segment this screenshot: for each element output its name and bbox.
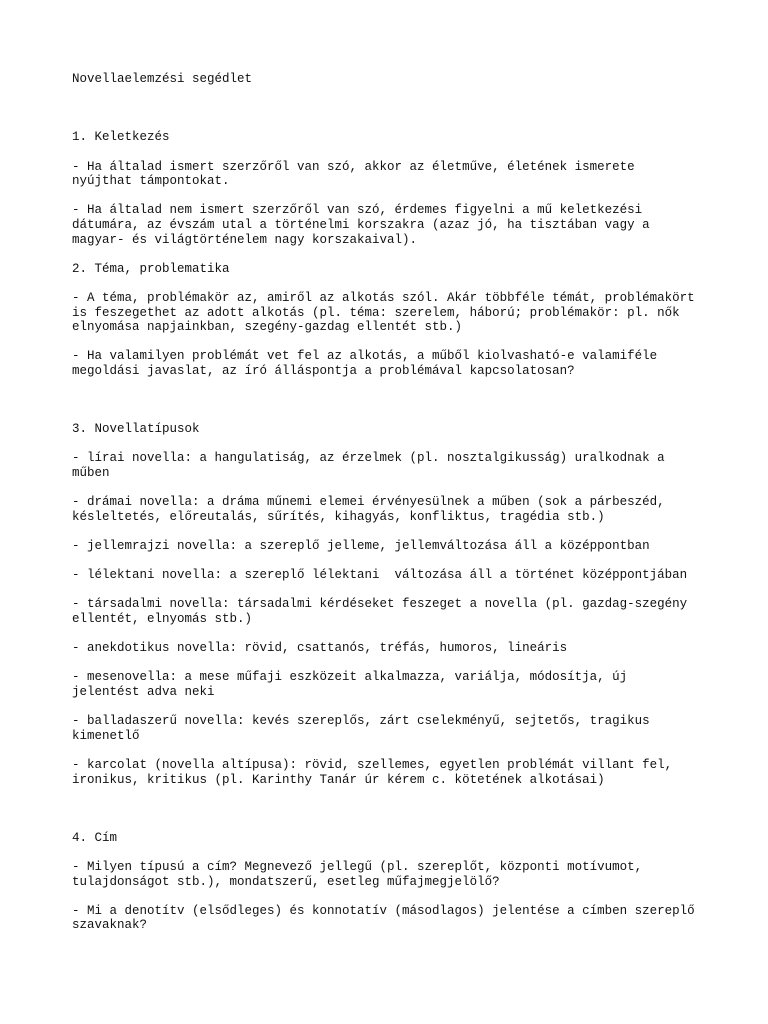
spacer: [72, 87, 704, 131]
list-item: - lírai novella: a hangulatiság, az érzelmek (pl. nosztalgikusság) uralkodnak a műben: [72, 451, 665, 481]
section-heading-cim: 4. Cím: [72, 830, 118, 845]
paragraph: - Mi a denotítv (elsődleges) és konnotatív (másodlagos) jelentése a címben szereplő szavaknak?: [72, 903, 695, 933]
list-item: - anekdotikus novella: rövid, csattanós, tréfás, humoros, lineáris: [72, 641, 568, 656]
paragraph: - Ha általad nem ismert szerzőről van szó, érdemes figyelni a mű keletkezési dátumára, az évszám utal a történelmi korszakra (azaz jó, ha tisztában vagy a magyar- és világtörténelem nagy korszakaival).: [72, 203, 650, 247]
section-heading-tema: 2. Téma, problematika: [72, 261, 230, 276]
list-item: - karcolat (novella altípusa): rövid, szellemes, egyetlen problémát villant fel, ironikus, kritikus (pl. Karinthy Tanár úr kérem c. kötetének alkotásai): [72, 757, 673, 787]
paragraph: - Ha általad ismert szerzőről van szó, akkor az életműve, életének ismerete nyújthat támpontokat.: [72, 159, 635, 189]
section-heading-keletkezes: 1. Keletkezés: [72, 130, 170, 145]
list-item: - drámai novella: a dráma műnemi elemei érvényesülnek a műben (sok a párbeszéd, késleltetés, előreutalás, sűrítés, kihagyás, konfliktus, tragédia stb.): [72, 495, 665, 524]
list-item: - társadalmi novella: társadalmi kérdéseket feszeget a novella (pl. gazdag-szegény ellentét, elnyomás stb.): [72, 597, 688, 626]
document-page: [72, 72, 704, 933]
section-heading-novellatipusok: 3. Novellatípusok: [72, 422, 200, 437]
document-title: Novellaelemzési segédlet: [72, 72, 253, 86]
paragraph: - A téma, problémakör az, amiről az alkotás szól. Akár többféle témát, problémakört is feszegethet az adott alkotás (pl. téma: szerelem, háború; problémakör: pl. nők elnyomása napjainkban, szegény-gazdag ellentét stb.): [72, 290, 695, 335]
paragraph: - Milyen típusú a cím? Megnevező jellegű (pl. szereplőt, központi motívumot, tulajdonságot stb.), mondatszerű, esetleg műfajmegjelölő?: [72, 860, 643, 889]
list-item: - mesenovella: a mese műfaji eszközeit alkalmazza, variálja, módosítja, új jelentést adva neki: [72, 670, 628, 699]
list-item: - lélektani novella: a szereplő lélektani változása áll a történet középpontjában: [72, 568, 688, 583]
list-item: - jellemrajzi novella: a szereplő jelleme, jellemváltozása áll a középpontban: [72, 539, 650, 554]
paragraph: - Ha valamilyen problémát vet fel az alkotás, a műből kiolvasható-e valamiféle megoldási javaslat, az író álláspontja a problémával kapcsolatosan?: [72, 349, 658, 378]
list-item: - balladaszerű novella: kevés szereplős, zárt cselekményű, sejtetős, tragikus kimenetlő: [72, 714, 650, 743]
